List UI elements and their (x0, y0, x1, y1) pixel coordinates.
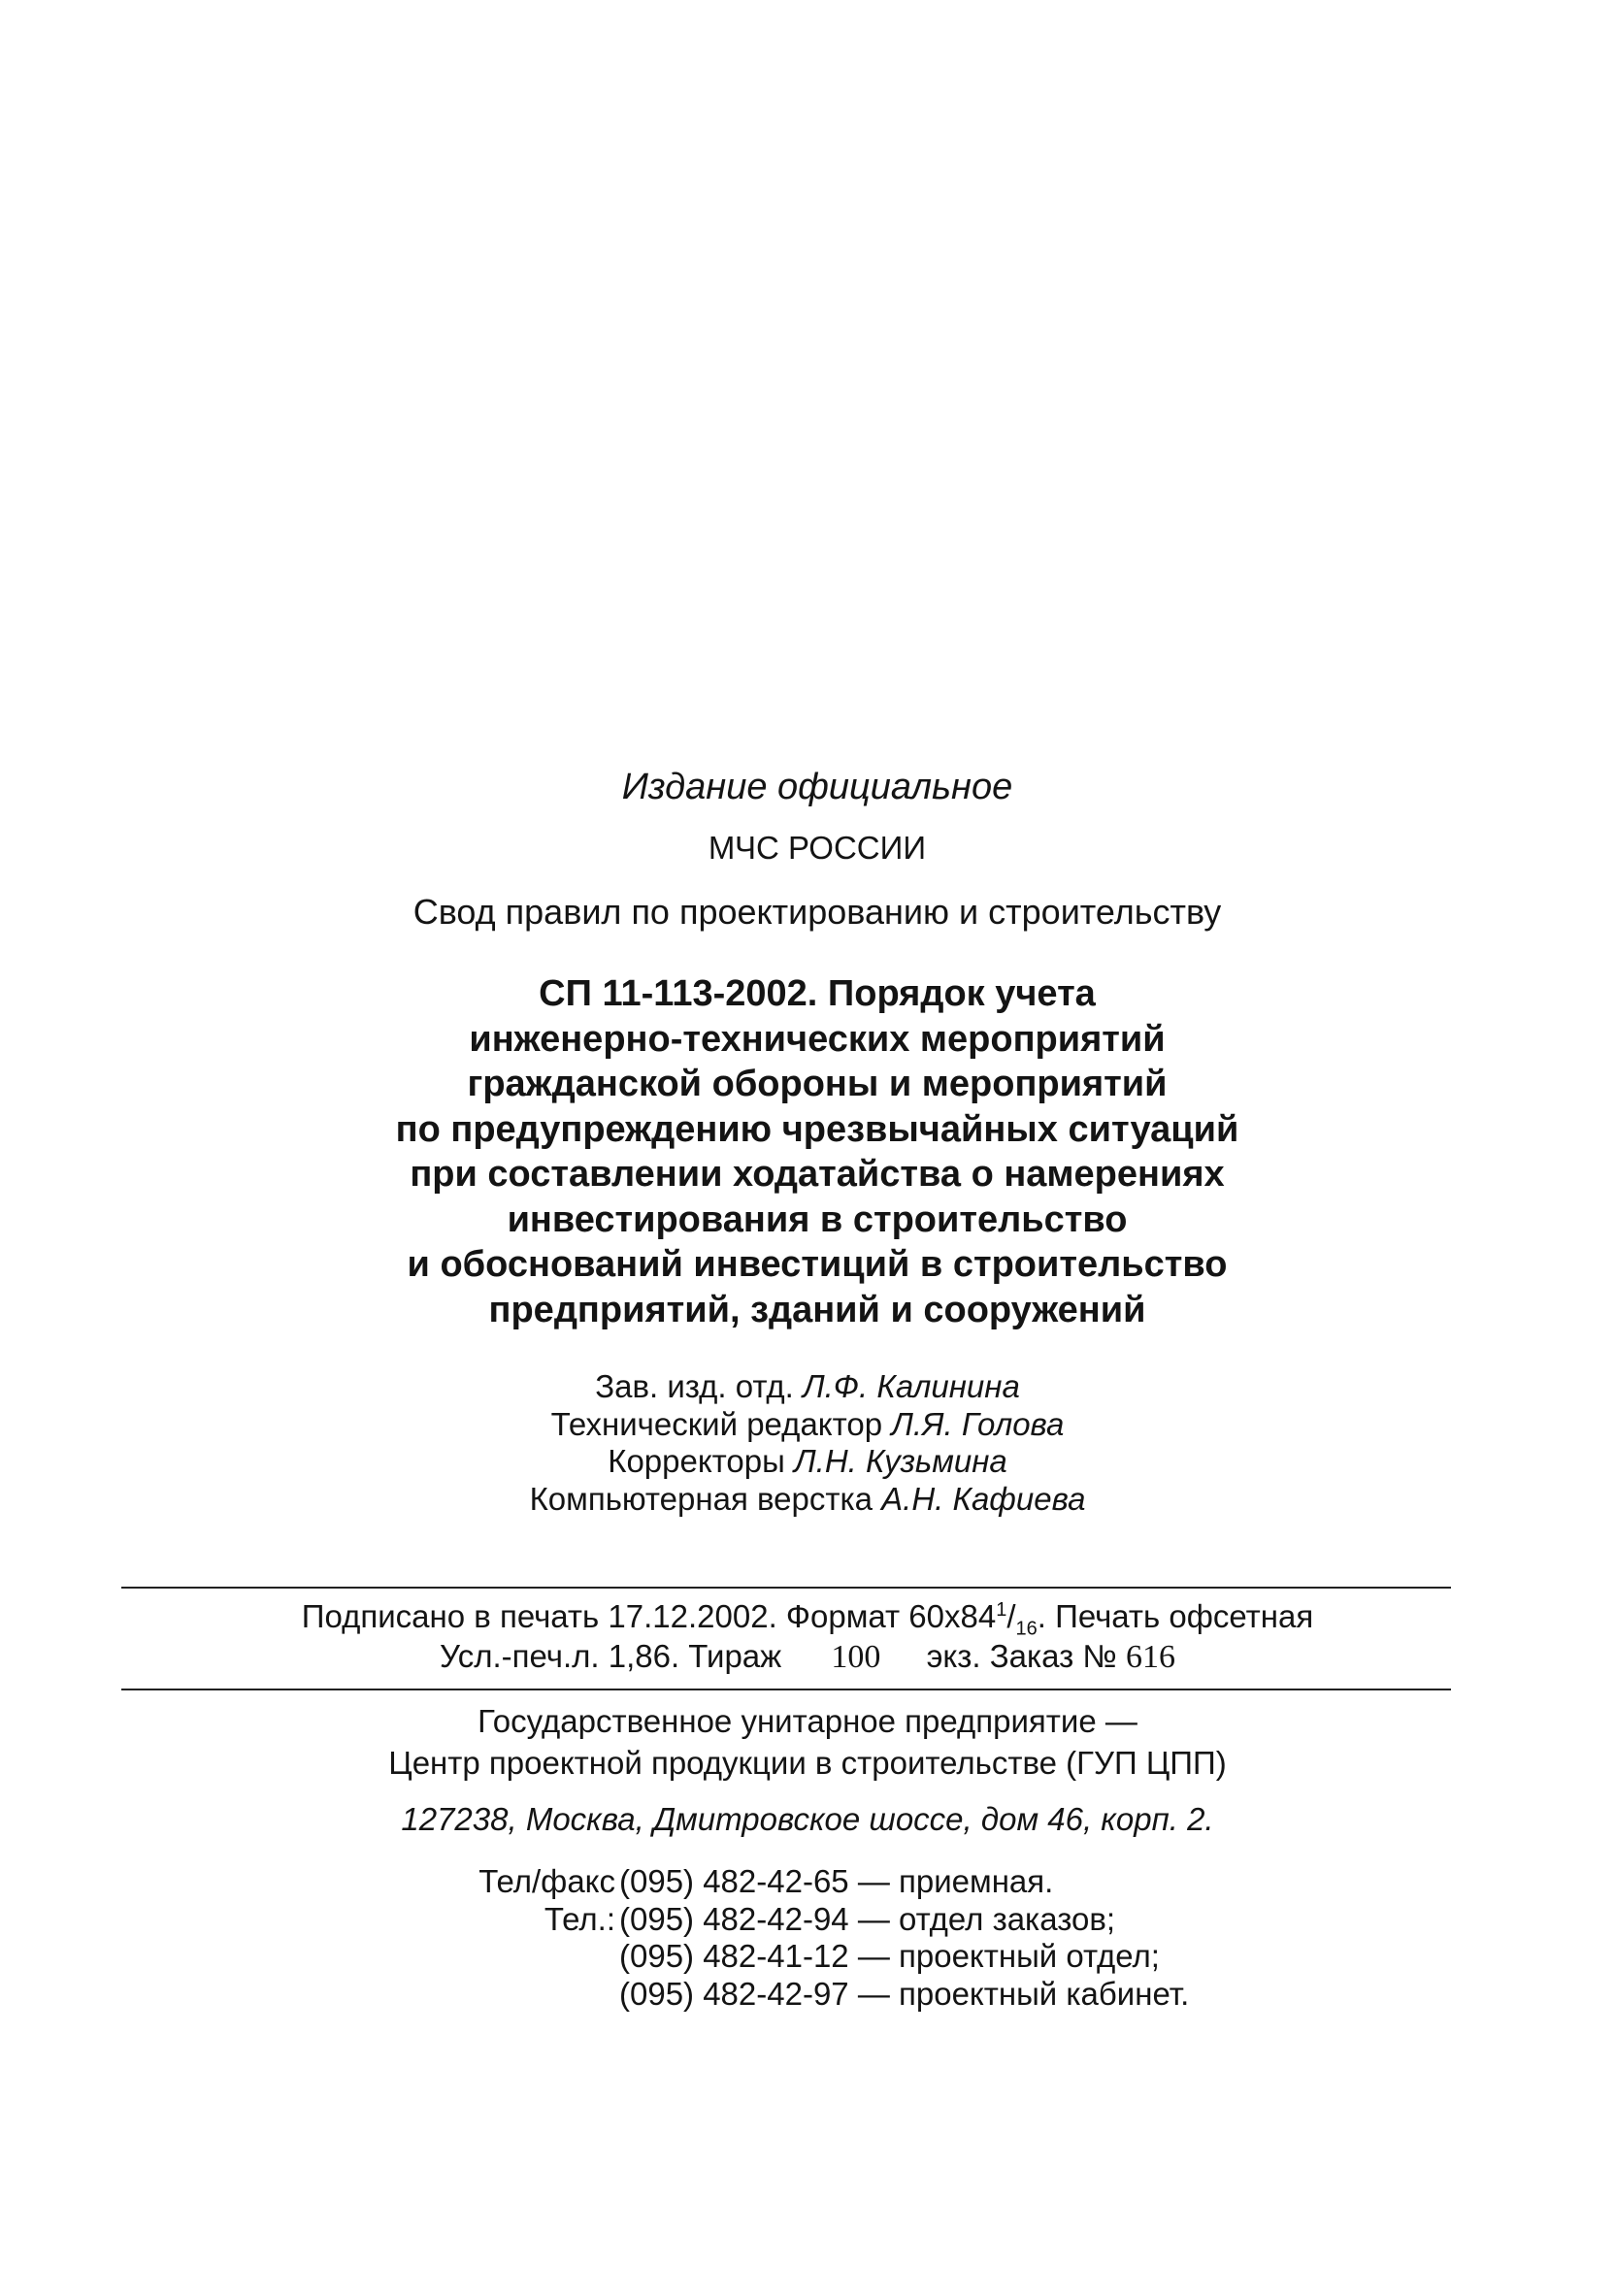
staff-row (0, 1481, 1615, 1519)
format-sub: 16 (1015, 1618, 1038, 1640)
title-line: по предупреждению чрезвычайных ситуаций (395, 1108, 1239, 1150)
sheets-text: Усл.-печ.л. 1,86. Тираж (439, 1638, 782, 1674)
staff-credits (0, 1368, 1615, 1518)
circulation-value: 100 (831, 1639, 881, 1675)
copies-order-text: экз. Заказ № (926, 1638, 1117, 1674)
title-line: при составлении ходатайства о намерениях (410, 1154, 1225, 1195)
staff-role: Компьютерная верстка (529, 1480, 873, 1517)
staff-name: Л.Я. Голова (891, 1405, 1065, 1442)
publisher-organization (0, 1700, 1615, 1784)
staff-row (0, 1406, 1615, 1444)
title-line: СП 11-113-2002. Порядок учета (539, 973, 1096, 1014)
format-slash: / (1006, 1598, 1016, 1634)
document-title (19, 971, 1615, 1332)
contact-phones (0, 1863, 1615, 2013)
series-name: Свод правил по проектированию и строительству (412, 892, 1222, 932)
phone-value: (095) 482-42-65 — приемная. (619, 1863, 1054, 1899)
phone-label: Тел/факс (478, 1863, 615, 1899)
phone-value: (095) 482-42-94 — отдел заказов; (619, 1900, 1116, 1937)
imprint-header (0, 767, 1615, 1518)
publisher-address: 127238, Москва, Дмитровское шоссе, дом 46, корп. 2. (401, 1801, 1214, 1837)
title-line: гражданской обороны и мероприятий (467, 1064, 1168, 1104)
staff-row (0, 1443, 1615, 1481)
format-sup: 1 (996, 1599, 1007, 1621)
title-line: предприятий, зданий и сооружений (488, 1289, 1146, 1330)
title-line: инженерно-технических мероприятий (469, 1018, 1166, 1060)
staff-row (0, 1368, 1615, 1406)
circulation-line (0, 1638, 1615, 1676)
divider-rule-top (121, 1587, 1451, 1589)
title-line: и обоснований инвестиций в строительство (407, 1244, 1228, 1285)
order-number: 616 (1126, 1639, 1175, 1675)
phone-value: (095) 482-42-97 — проектный кабинет. (619, 1975, 1190, 2012)
phone-row (0, 1863, 1615, 1901)
phone-row (0, 1901, 1615, 1939)
staff-name: А.Н. Кафиева (881, 1480, 1086, 1517)
print-info-line (0, 1598, 1615, 1640)
phone-row (0, 1938, 1615, 1976)
staff-role: Зав. изд. отд. (595, 1368, 794, 1404)
signed-prefix: Подписано в печать 17.12.2002. Формат 60х84 (301, 1598, 997, 1634)
signed-suffix: . Печать офсетная (1037, 1598, 1314, 1634)
phone-row (0, 1976, 1615, 2014)
divider-rule-bottom (121, 1689, 1451, 1690)
phone-value: (095) 482-41-12 — проектный отдел; (619, 1938, 1160, 1974)
ministry-name: МЧС РОССИИ (708, 830, 927, 866)
organization-line: Центр проектной продукции в строительстве (ГУП ЦПП) (388, 1745, 1227, 1781)
organization-line: Государственное унитарное предприятие — (478, 1703, 1137, 1739)
edition-label: Издание официальное (621, 767, 1013, 807)
phone-label: Тел.: (544, 1900, 615, 1937)
staff-name: Л.Н. Кузьмина (794, 1443, 1007, 1479)
staff-role: Технический редактор (550, 1405, 883, 1442)
staff-name: Л.Ф. Калинина (803, 1368, 1020, 1404)
staff-role: Корректоры (608, 1443, 785, 1479)
title-line: инвестирования в строительство (507, 1198, 1128, 1240)
